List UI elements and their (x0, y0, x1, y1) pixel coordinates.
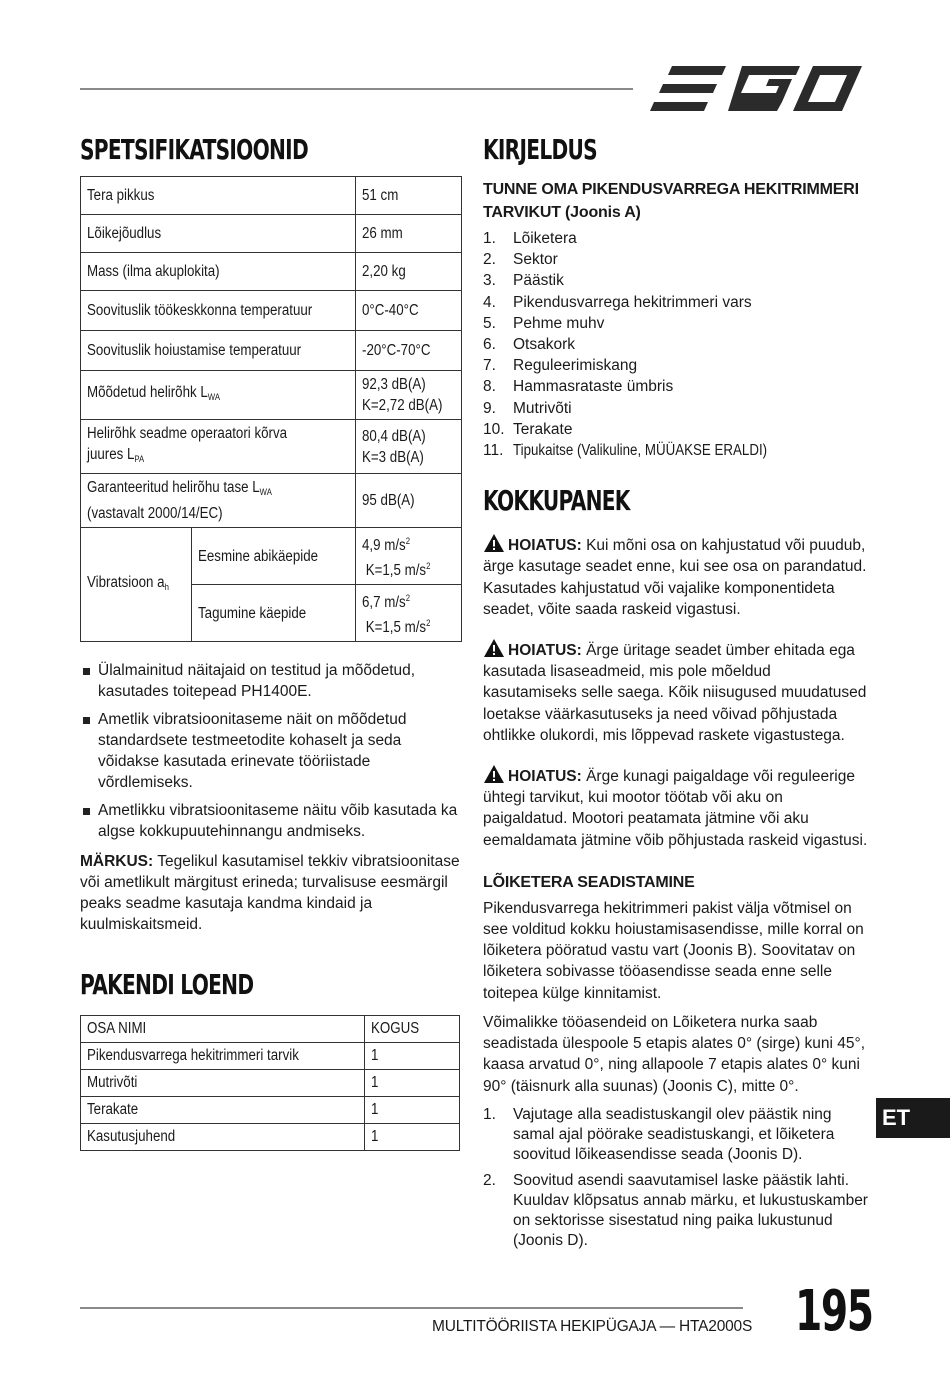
warning-icon (483, 533, 505, 553)
specs-table (80, 176, 462, 642)
footer-rule (80, 1307, 743, 1309)
warning-block (483, 764, 868, 851)
warning-block (483, 533, 868, 620)
item-qty: 1 (365, 1097, 460, 1124)
item-name: Terakate (81, 1097, 365, 1124)
table-row (81, 1043, 460, 1070)
spec-value: 92,3 dB(A) K=2,72 dB(A) (355, 371, 461, 420)
assembly-title: KOKKUPANEK (483, 484, 630, 518)
warning-text: Kui mõni osa on kahjustatud või puudub, ärge kasutage seadet enne, kui see osa on parandatud. Kasutades kahjustatud või vajalike komponentideta seadet, võite saada raskeid vigastusi. (483, 537, 867, 618)
spec-label: Mõõdetud helirõhk $L_{WA}$ (81, 371, 356, 420)
list-item: Ametlikku vibratsioonitaseme näitu võib kasutada ka algse kokkupuutehinnangu andmiseks. (80, 800, 460, 842)
parts-list (483, 228, 868, 461)
table-row (81, 215, 462, 253)
warning-label: HOIATUS: (508, 768, 582, 786)
item-name: Pikendusvarrega hekitrimmeri tarvik (81, 1043, 365, 1070)
list-item: 5. Pehme muhv (483, 314, 605, 332)
spec-notes-list (80, 660, 460, 842)
spec-value: 95 dB(A) (355, 474, 461, 528)
spec-value: 6,7 $m/s^2$ K=1,5 $m/s^2$ (355, 585, 461, 642)
list-item: 10. Terakate (483, 420, 573, 438)
spec-label: Garanteeritud helirõhu tase $L_{WA}$ (vastavalt 2000/14/EC) (81, 474, 356, 528)
note-text: Tegelikul kasutamisel tekkiv vibratsioonitase või ametlikult märgitust erineda; turvalisuse eesmärgil peaks seadme kasutaja kandma kindaid ja kuulmiskaitsmeid. (80, 853, 460, 933)
list-item: 1. Vajutage alla seadistuskangil olev päästik ning samal ajal pöörake seadistuskangi, et lõiketera soovitud lõikeasendisse seada (Joonis D). (483, 1105, 835, 1163)
description-subtitle: TUNNE OMA PIKENDUSVARREGA HEKITRIMMERI TARVIKUT (Joonis A) (483, 181, 859, 221)
spec-label: Mass (ilma akuplokita) (81, 253, 356, 291)
spec-value: 2,20 kg (355, 253, 461, 291)
item-name: Kasutusjuhend (81, 1124, 365, 1151)
table-row (81, 1097, 460, 1124)
table-row (81, 420, 462, 474)
spec-label: Soovituslik hoiustamise temperatuur (81, 331, 356, 371)
right-column (483, 130, 868, 1257)
column-header-qty: KOGUS (365, 1016, 460, 1043)
list-item: 9. Mutrivõti (483, 399, 572, 417)
table-row (81, 331, 462, 371)
table-row (81, 291, 462, 331)
note-label: MÄRKUS: (80, 853, 154, 870)
warning-label: HOIATUS: (508, 642, 582, 660)
list-item: 6. Otsakork (483, 336, 576, 354)
table-row (81, 177, 462, 215)
list-item: Ametlik vibratsioonitaseme näit on mõõdetud standardsete testmeetodite kohaselt ja seda võidakse kasutada erinevate tööriistade võrdlemiseks. (80, 709, 460, 793)
table-row (81, 528, 462, 585)
table-row (81, 474, 462, 528)
item-name: Mutrivõti (81, 1070, 365, 1097)
list-item: 1. Lõiketera (483, 230, 577, 247)
list-item: Ülalmainitud näitajaid on testitud ja mõõdetud, kasutades toitepead PH1400E. (80, 660, 460, 702)
table-row (81, 1070, 460, 1097)
warning-text: Ärge üritage seadet ümber ehitada ega kasutada lisaseadmeid, mis pole mõeldud kasutamiseks selle saega. Kõik niisugused muudatused loetakse väärkasutuseks ja need võivad põhjustada ohtlikke olukordi, mis lõppevad raskete vigastustega. (483, 642, 867, 744)
footer-title: MULTITÖÖRIISTA HEKIPÜGAJA — HTA2000S (432, 1318, 753, 1335)
spec-label: Helirõhk seadme operaatori kõrva juures $L_{PA}$ (81, 420, 356, 474)
warning-label: HOIATUS: (508, 537, 582, 555)
item-qty: 1 (365, 1070, 460, 1097)
warning-icon (483, 638, 505, 658)
list-item: 8. Hammasrataste ümbris (483, 378, 674, 396)
blade-paragraph-1: Pikendusvarrega hekitrimmeri pakist välja võtmisel on see volditud kokku hoiustamisasendisse, mille korral on lõiketera pööratud vastu vart (Joonis B). Soovitatav on lõiketera sobivasse tööasendisse seada enne selle toitepea külge kinnitamist. (483, 899, 864, 1002)
left-column (80, 130, 460, 1151)
header-rule (80, 88, 633, 90)
blade-setting-title: LÕIKETERA SEADISTAMINE (483, 873, 695, 891)
blade-paragraph-2: Võimalikke tööasendeid on Lõiketera nurka saab seadistada ülespoole 5 etapis alates 0° (sirge) kuni 45°, kaasa arvatud 0°, ning allapoole 7 etapis alates 0° kuni 90° (täisnurk alla suunas) (Joonis C), mitte 0°. (483, 1013, 866, 1095)
blade-steps-list (483, 1105, 868, 1251)
specs-title: SPETSIFIKATSIOONID (80, 133, 308, 166)
table-row (81, 371, 462, 420)
spec-label: Soovituslik töökeskkonna temperatuur (81, 291, 356, 331)
spec-label: Tera pikkus (81, 177, 356, 215)
language-tab: ET (876, 1098, 950, 1138)
spec-value: 26 mm (355, 215, 461, 253)
warning-text: Ärge kunagi paigaldage või reguleerige ühtegi tarvikut, kui mootor töötab või aku on paigaldatud. Mootori peatamata jätmine või aku eemaldamata jätmine võib põhjustada raskeid vigastusi. (483, 768, 868, 849)
package-title: PAKENDI LOEND (80, 968, 254, 1001)
list-item: 7. Reguleerimiskang (483, 357, 638, 375)
spec-value: 80,4 dB(A) K=3 dB(A) (355, 420, 461, 474)
warning-block (483, 638, 868, 746)
table-row (81, 1124, 460, 1151)
spec-value: 51 cm (355, 177, 461, 215)
item-qty: 1 (365, 1124, 460, 1151)
column-header-name: OSA NIMI (81, 1016, 365, 1043)
item-qty: 1 (365, 1043, 460, 1070)
list-item: 3. Päästik (483, 272, 564, 290)
page-number: 195 (795, 1279, 873, 1344)
list-item: 11. Tipukaitse (Valikuline, MÜÜAKSE ERALDI) (483, 442, 768, 460)
package-table (80, 1015, 460, 1151)
spec-value: 4,9 $m/s^2$ K=1,5 $m/s^2$ (355, 528, 461, 585)
spec-label: Lõikejõudlus (81, 215, 356, 253)
table-row (81, 253, 462, 291)
table-header-row (81, 1016, 460, 1043)
spec-value: -20°C-70°C (355, 331, 461, 371)
spec-sublabel: Tagumine käepide (192, 585, 356, 642)
spec-sublabel: Eesmine abikäepide (192, 528, 356, 585)
description-title: KIRJELDUS (483, 133, 597, 166)
spec-label: Vibratsioon $a_h$ (81, 528, 192, 642)
list-item: 2. Sektor (483, 251, 558, 269)
note-paragraph (80, 851, 460, 935)
ego-logo (650, 62, 862, 116)
list-item: 4. Pikendusvarrega hekitrimmeri vars (483, 293, 752, 311)
warning-icon (483, 764, 505, 784)
spec-value: 0°C-40°C (355, 291, 461, 331)
list-item: 2. Soovitud asendi saavutamisel laske päästik lahti. Kuuldav klõpsatus annab märku, et lukustuskamber on sektorisse sisestatud ning paika lukustunud (Joonis D). (483, 1171, 868, 1249)
